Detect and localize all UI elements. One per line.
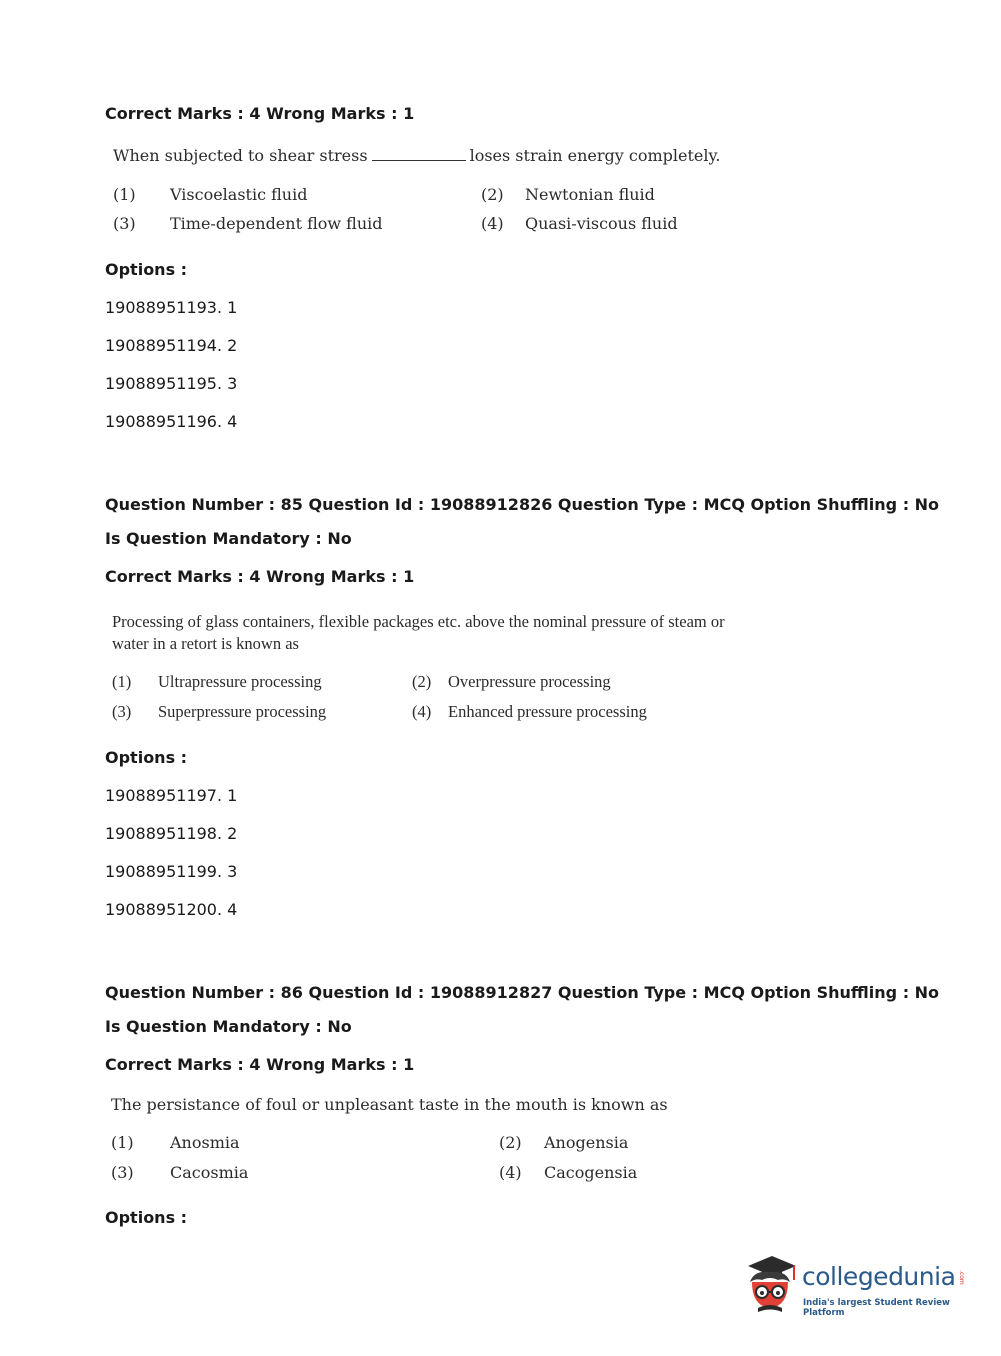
question-text-85-line-2: water in a retort is known as [112,634,299,653]
choice-86-4-number: (4) [499,1163,522,1182]
choice-85-2-number: (2) [412,672,432,691]
question-text-86: The persistance of foul or unpleasant taste in the mouth is known as [111,1095,668,1114]
question-text-1-start: When subjected to shear stress [113,146,368,165]
choice-85-4-number: (4) [412,702,432,721]
logo-tagline: India's largest Student Review Platform [803,1298,950,1318]
marks-line-85: Correct Marks : 4 Wrong Marks : 1 [105,567,415,586]
question-text-1-end: loses strain energy completely. [469,146,721,165]
question-header-85: Question Number : 85 Question Id : 19088912826 Question Type : MCQ Option Shuffling : No [105,495,940,514]
mandatory-line-85: Is Question Mandatory : No [105,529,352,548]
option-id-85-4: 19088951200. 4 [105,900,238,919]
choice-1-2-text: Newtonian fluid [525,185,655,204]
choice-86-3-text: Cacosmia [170,1163,249,1182]
choice-1-1-text: Viscoelastic fluid [170,185,308,204]
question-text-85-line-1: Processing of glass containers, flexible packages etc. above the nominal pressure of steam or [112,612,725,631]
option-id-1-2: 19088951194. 2 [105,336,238,355]
choice-1-3-text: Time-dependent flow fluid [170,214,383,233]
option-id-85-3: 19088951199. 3 [105,862,238,881]
logo-wordmark: collegedunia [802,1262,956,1291]
mascot-icon [740,1252,800,1314]
choice-85-3-text: Superpressure processing [158,702,327,721]
option-id-85-2: 19088951198. 2 [105,824,238,843]
options-label-1: Options : [105,260,188,279]
choice-86-1-number: (1) [111,1133,134,1152]
choice-1-2-number: (2) [481,185,504,204]
choice-1-4-number: (4) [481,214,504,233]
choice-86-4-text: Cacogensia [544,1163,638,1182]
mandatory-line-86: Is Question Mandatory : No [105,1017,352,1036]
choice-85-1-text: Ultrapressure processing [158,672,322,691]
collegedunia-logo [740,1250,970,1320]
option-id-1-4: 19088951196. 4 [105,412,238,431]
marks-line-86: Correct Marks : 4 Wrong Marks : 1 [105,1055,415,1074]
option-id-1-1: 19088951193. 1 [105,298,238,317]
option-id-85-1: 19088951197. 1 [105,786,238,805]
question-header-86: Question Number : 86 Question Id : 19088912827 Question Type : MCQ Option Shuffling : No [105,983,940,1002]
option-id-1-3: 19088951195. 3 [105,374,238,393]
choice-85-4-text: Enhanced pressure processing [448,702,647,721]
choice-85-2-text: Overpressure processing [448,672,611,691]
choice-1-1-number: (1) [113,185,136,204]
choice-85-1-number: (1) [112,672,132,691]
logo-domain-suffix: .com [958,1270,965,1285]
choice-86-2-text: Anogensia [544,1133,629,1152]
choice-1-4-text: Quasi-viscous fluid [525,214,678,233]
choice-1-3-number: (3) [113,214,136,233]
marks-line-1: Correct Marks : 4 Wrong Marks : 1 [105,104,415,123]
choice-86-1-text: Anosmia [170,1133,240,1152]
question-text-1 [113,146,721,165]
answer-blank [372,160,466,161]
choice-86-2-number: (2) [499,1133,522,1152]
options-label-86: Options : [105,1208,188,1227]
options-label-85: Options : [105,748,188,767]
choice-86-3-number: (3) [111,1163,134,1182]
choice-85-3-number: (3) [112,702,132,721]
